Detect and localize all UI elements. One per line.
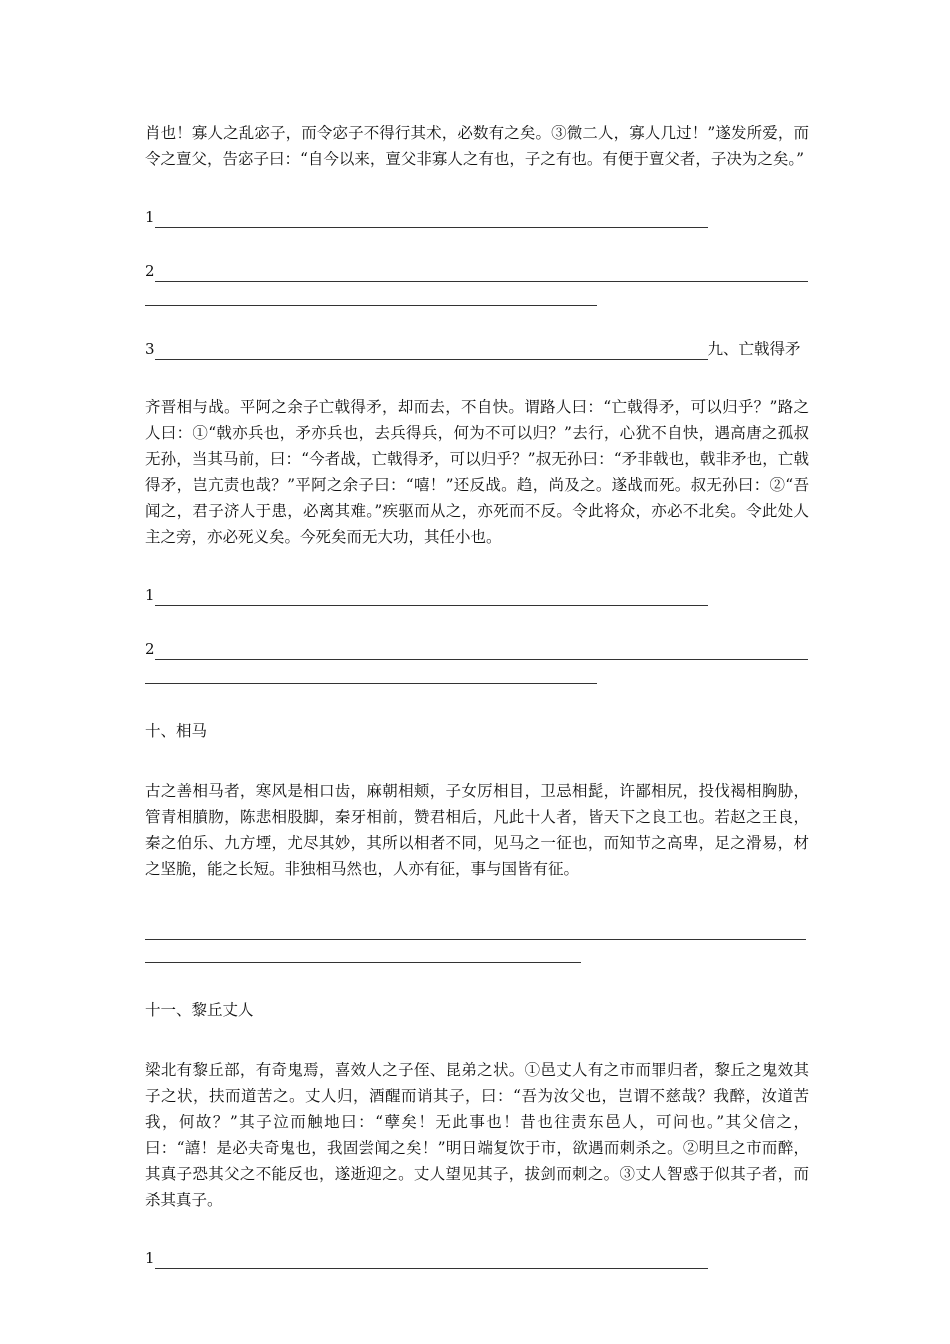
- section-11-passage: 梁北有黎丘部，有奇鬼焉，喜效人之子侄、昆弟之状。①邑丈人有之市而罪归者，黎丘之鬼效其子之状，扶而道苦之。丈人归，酒醒而诮其子，曰：“吾为汝父也，岂谓不慈哉？我醉，汝道苦我，何故？”其子泣而触地曰：“孽矣！无此事也！昔也往责东邑人，可问也。”其父信之，曰：“譆！是必夫奇鬼也，我固尝闻之矣！”明日端复饮于市，欲遇而刺杀之。②明旦之市而醉，其真子恐其父之不能反也，遂逝迎之。丈人望见其子，拔剑而刺之。③丈人智惑于似其子者，而杀其真子。: [145, 1061, 809, 1209]
- answer-line-1[interactable]: 1: [145, 206, 809, 228]
- section-9-title: 九、亡戟得矛: [707, 340, 801, 358]
- section-10-passage: 古之善相马者，寒风是相口齿，麻朝相颊，子女厉相目，卫忌相髭，许鄙相尻，投伐褐相胸胁，管青相膹肳，陈悲相股脚，秦牙相前，赞君相后，凡此十人者，皆天下之良工也。若赵之王良，秦之伯乐、九方堙，尤尽其妙，其所以相者不同，见马之一征也，而知节之高卑，足之滑易，材之坚脆，能之长短。非独相马然也，人亦有征，事与国皆有征。: [145, 782, 809, 878]
- answer-line-3[interactable]: 3 九、亡戟得矛: [145, 340, 801, 358]
- section-11-answer-line-1[interactable]: 1: [145, 1247, 809, 1269]
- section-10-title: 十、相马: [145, 722, 208, 740]
- answer-line-2[interactable]: 2: [145, 260, 809, 282]
- section-9-answer-line-2[interactable]: 2: [145, 638, 809, 660]
- section-10-answer-line-continued[interactable]: [145, 945, 581, 963]
- document-page: [145, 120, 809, 1269]
- section-9-answer-line-2-continued[interactable]: [145, 666, 597, 684]
- section-10-answer-line[interactable]: [145, 922, 806, 940]
- section-11-title: 十一、黎丘丈人: [145, 1001, 254, 1019]
- section-9-answer-line-1[interactable]: 1: [145, 584, 809, 606]
- passage-8-ending: 肖也！寡人之乱宓子，而令宓子不得行其术，必数有之矣。③微二人，寡人几过！”遂发所爱，而令之亶父，告宓子曰：“自今以来，亶父非寡人之有也，子之有也。有便于亶父者，子决为之矣。”: [145, 124, 809, 168]
- section-9-passage: 齐晋相与战。平阿之余子亡戟得矛，却而去，不自快。谓路人曰：“亡戟得矛，可以归乎？”路之人曰：①“戟亦兵也，矛亦兵也，去兵得兵，何为不可以归？”去行，心犹不自快，遇高唐之孤叔无孙，当其马前，曰：“今者战，亡戟得矛，可以归乎？”叔无孙曰：“矛非戟也，戟非矛也，亡戟得矛，岂亢责也哉？”平阿之余子曰：“嘻！”还反战。趋，尚及之。遂战而死。叔无孙曰：②“吾闻之，君子济人于患，必离其难。”疾驱而从之，亦死而不反。令此将众，亦必不北矣。令此处人主之旁，亦必死义矣。今死矣而无大功，其任小也。: [145, 398, 809, 546]
- answer-line-2-continued[interactable]: [145, 288, 597, 306]
